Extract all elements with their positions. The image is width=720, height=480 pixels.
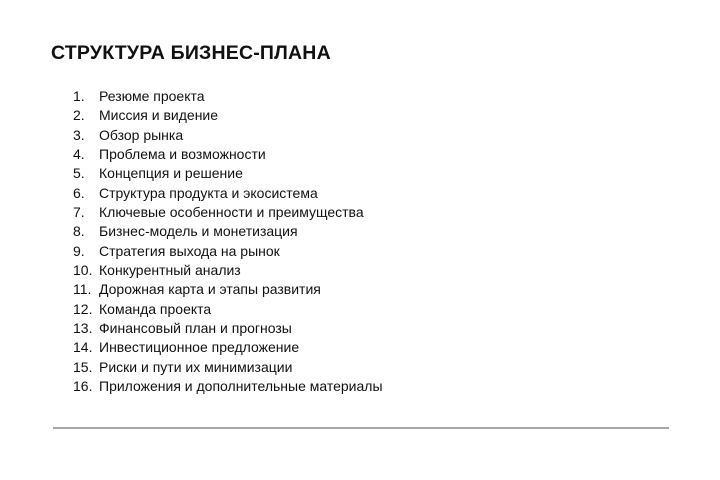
list-item-label: Дорожная карта и этапы развития — [99, 281, 321, 298]
list-item — [73, 145, 383, 164]
list-item — [73, 184, 383, 203]
list-item-number: 11. — [73, 281, 92, 298]
list-item-number: 6. — [73, 184, 85, 201]
list-item — [73, 87, 383, 106]
list-item-number: 13. — [73, 320, 93, 337]
list-item-number: 1. — [73, 88, 85, 104]
list-item — [73, 319, 383, 338]
list-item-number: 3. — [73, 126, 85, 143]
list-item-label: Концепция и решение — [99, 165, 243, 182]
table-of-contents — [73, 87, 383, 397]
list-item-number: 16. — [73, 378, 93, 395]
list-item-label: Миссия и видение — [99, 107, 219, 124]
list-item — [73, 242, 383, 261]
list-item — [73, 106, 383, 125]
list-item-label: Структура продукта и экосистема — [99, 184, 318, 201]
list-item-number: 8. — [73, 223, 85, 240]
list-item-number: 10. — [73, 262, 93, 279]
list-item-label: Риски и пути их минимизации — [99, 358, 293, 375]
list-item-label: Обзор рынка — [99, 126, 184, 143]
list-item-number: 14. — [73, 339, 93, 356]
list-item — [73, 203, 383, 222]
list-item — [73, 338, 383, 357]
list-item-label: Резюме проекта — [99, 88, 205, 104]
list-item-number: 5. — [73, 165, 85, 182]
list-item-number: 2. — [73, 107, 85, 124]
list-item-label: Бизнес-модель и монетизация — [99, 223, 298, 240]
list-item — [73, 164, 383, 183]
list-item — [73, 300, 383, 319]
list-item-label: Стратегия выхода на рынок — [99, 242, 280, 259]
list-item-number: 9. — [73, 242, 85, 259]
list-item-label: Ключевые особенности и преимущества — [99, 204, 364, 221]
list-item-label: Приложения и дополнительные материалы — [99, 378, 383, 395]
list-item — [73, 358, 383, 377]
list-item-number: 7. — [73, 204, 85, 221]
list-item — [73, 280, 383, 299]
list-item-label: Финансовый план и прогнозы — [99, 320, 292, 337]
list-item-number: 12. — [73, 300, 93, 317]
divider — [53, 427, 669, 429]
list-item — [73, 261, 383, 280]
list-item-label: Проблема и возможности — [99, 146, 266, 163]
list-item-label: Команда проекта — [99, 300, 212, 317]
list-item-number: 4. — [73, 146, 85, 163]
list-item — [73, 126, 383, 145]
page-title: СТРУКТУРА БИЗНЕС-ПЛАНА — [51, 42, 331, 64]
list-item-label: Инвестиционное предложение — [99, 339, 300, 356]
list-item — [73, 222, 383, 241]
list-item — [73, 377, 383, 396]
list-item-label: Конкурентный анализ — [99, 262, 241, 279]
list-item-number: 15. — [73, 358, 93, 375]
